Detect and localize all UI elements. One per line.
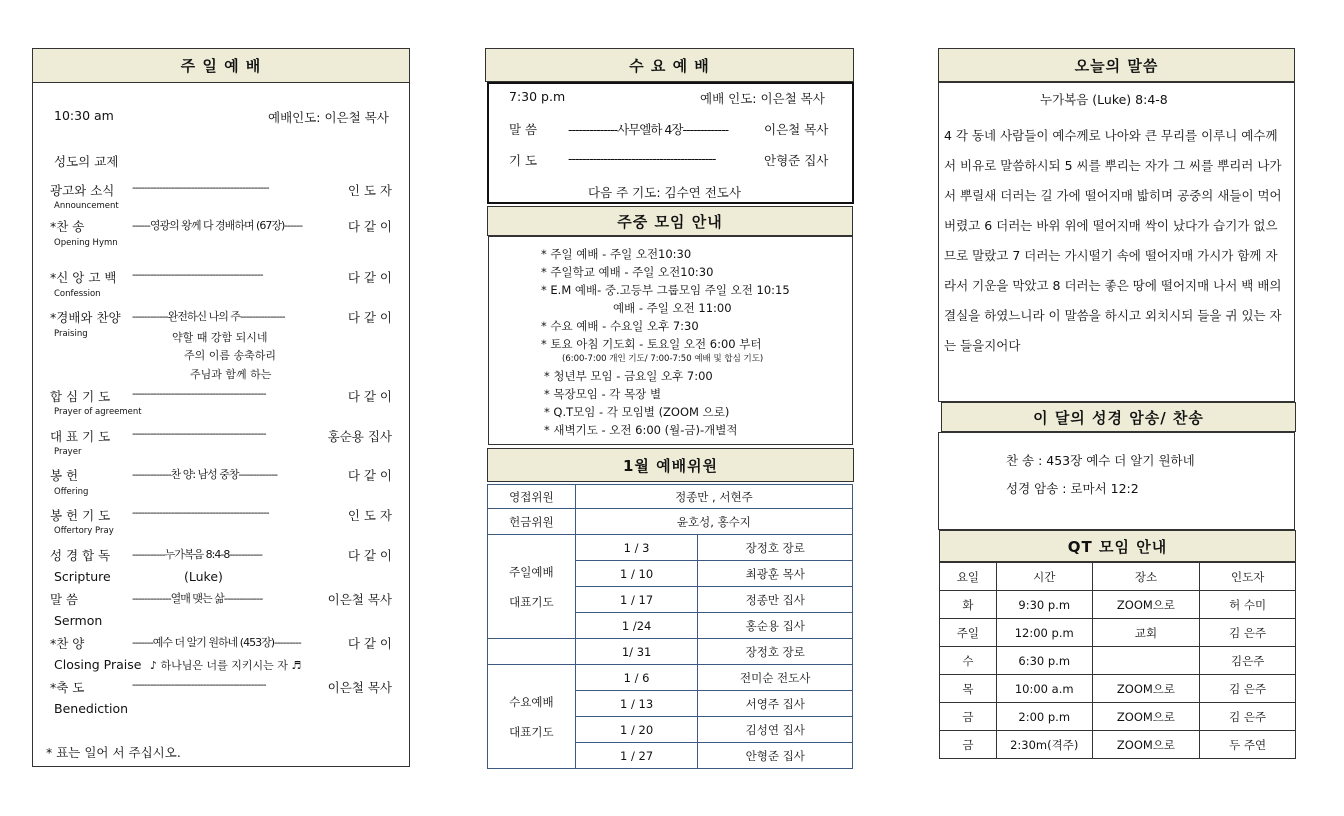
monthly-verse: 성경 암송 : 로마서 12:2	[1006, 481, 1139, 496]
reception-label: 영접위원	[488, 485, 576, 509]
worship-item-label: 광고와 소식	[50, 183, 115, 198]
qt-cell: 김 은주	[1200, 619, 1296, 647]
qt-cell: ZOOM으로	[1092, 731, 1200, 759]
worship-item-english: Sermon	[54, 613, 103, 628]
server-date: 1 / 17	[575, 587, 698, 613]
worship-item-english: Closing Praise	[54, 657, 142, 672]
todays-word-title: 오늘의 말씀	[938, 48, 1295, 82]
weekly-meeting-item: * 주일학교 예배 - 주일 오전10:30	[541, 265, 714, 279]
wednesday-time: 7:30 p.m	[509, 89, 566, 104]
worship-item-detail: ---------------------------------------------	[132, 427, 266, 440]
sunday-leader: 예배인도: 이은철 목사	[268, 110, 389, 125]
server-date: 1 / 10	[575, 561, 698, 587]
sunday-prayer-label: 주일예배 대표기도	[488, 535, 576, 639]
qt-header-cell: 인도자	[1200, 563, 1296, 591]
server-name: 전미순 전도사	[698, 665, 853, 691]
worship-item-leader: 다 같 이	[347, 548, 392, 563]
qt-cell: 금	[940, 731, 997, 759]
wednesday-service-title: 수 요 예 배	[485, 48, 854, 82]
monthly-hymn: 찬 송 : 453장 예수 더 알기 원하네	[1006, 453, 1195, 468]
qt-cell: 12:00 p.m	[996, 619, 1092, 647]
servers-title: 1월 예배위원	[487, 448, 854, 482]
qt-cell: 교회	[1092, 619, 1200, 647]
scripture-reference: 누가복음 (Luke) 8:4-8	[1040, 92, 1168, 107]
worship-item-detail: -----------누가복음 8:4-8-----------	[132, 548, 262, 561]
worship-item-label: 대 표 기 도	[50, 429, 111, 444]
wednesday-sermon-label: 말 씀	[509, 122, 538, 137]
scripture-line: 라서 기운을 막았고 8 더러는 좋은 땅에 떨어지매 나서 백 배의	[944, 278, 1282, 293]
qt-cell: ZOOM으로	[1092, 703, 1200, 731]
worship-item-english: Benediction	[54, 701, 129, 716]
weekly-meeting-item: * 토요 아침 기도회 - 토요일 오전 6:00 부터	[541, 337, 762, 351]
qt-cell: 김 은주	[1200, 675, 1296, 703]
wednesday-prayer-label: 기 도	[509, 153, 538, 168]
qt-header-cell: 시간	[996, 563, 1092, 591]
server-date: 1 / 27	[575, 743, 698, 769]
worship-item-english: Announcement	[54, 201, 119, 211]
weekly-meetings-title: 주중 모임 안내	[487, 206, 853, 236]
table-row	[940, 619, 1296, 647]
weekly-meeting-item: (6:00-7:00 개인 기도/ 7:00-7:50 예배 및 합심 기도)	[562, 354, 764, 364]
server-name: 장정호 장로	[698, 535, 853, 561]
qt-cell: 목	[940, 675, 997, 703]
worship-item-leader: 다 같 이	[347, 219, 392, 234]
qt-header-row	[940, 563, 1296, 591]
qt-header-cell: 요일	[940, 563, 997, 591]
sunday-service-title: 주 일 예 배	[32, 48, 410, 83]
qt-cell	[1092, 647, 1200, 675]
worship-item-leader: 이은철 목사	[327, 680, 392, 695]
worship-item-label: *신 앙 고 백	[50, 270, 117, 285]
blank-cell	[488, 639, 576, 665]
scripture-ref: (Luke)	[184, 569, 223, 584]
qt-cell: 두 주연	[1200, 731, 1296, 759]
worship-item-detail: ------------완전하신 나의 주---------------	[132, 310, 285, 323]
worship-item-label: 성 경 합 독	[50, 548, 111, 563]
worship-item-english: Scripture	[54, 569, 111, 584]
server-name: 홍순용 집사	[698, 613, 853, 639]
worship-item-label: 봉 헌 기 도	[50, 508, 111, 523]
sunday-time: 10:30 am	[54, 108, 114, 123]
weekly-meeting-item: 예배 - 주일 오전 11:00	[613, 301, 732, 315]
fellowship-heading: 성도의 교제	[54, 154, 119, 169]
closing-lyric: ♪ 하나님은 너를 지키시는 자 ♬	[150, 659, 302, 672]
worship-item-leader: 인 도 자	[347, 183, 392, 198]
server-name: 김성연 집사	[698, 717, 853, 743]
weekly-meeting-item: * 주일 예배 - 주일 오전10:30	[541, 247, 692, 261]
qt-table	[939, 562, 1296, 759]
worship-item-detail: -------------찬 양: 남성 중창-------------	[132, 468, 278, 481]
table-row	[940, 647, 1296, 675]
worship-item-leader: 다 같 이	[347, 389, 392, 404]
qt-cell: 2:30m(격주)	[996, 731, 1092, 759]
server-date: 1 / 20	[575, 717, 698, 743]
worship-item-leader: 인 도 자	[347, 508, 392, 523]
worship-item-label: *축 도	[50, 680, 85, 695]
offering-names: 윤호성, 홍수지	[575, 509, 852, 535]
wednesday-prayer-line: ------------------------------------------	[568, 151, 716, 166]
wednesday-prayer-label: 수요예배 대표기도	[488, 665, 576, 769]
worship-item-detail: ------영광의 왕께 다 경배하며 (67장)------	[132, 219, 303, 232]
worship-item-detail: ----------------------------------------------	[132, 181, 269, 194]
worship-item-english: Offering	[54, 487, 89, 497]
worship-item-detail: ---------------------------------------------	[132, 387, 266, 400]
server-name: 서영주 집사	[698, 691, 853, 717]
worship-item-detail: -------------열매 맺는 삶-------------	[132, 592, 263, 605]
server-date: 1 / 3	[575, 535, 698, 561]
worship-item-label: 합 심 기 도	[50, 389, 111, 404]
worship-item-english: Offertory Pray	[54, 526, 114, 536]
qt-cell: 2:00 p.m	[996, 703, 1092, 731]
qt-cell: 10:00 a.m	[996, 675, 1092, 703]
wednesday-prayer-person: 안형준 집사	[764, 153, 829, 168]
server-name: 최광훈 목사	[698, 561, 853, 587]
praise-line-3: 주님과 함께 하는	[190, 368, 272, 381]
offering-label: 헌금위원	[488, 509, 576, 535]
qt-header-cell: 장소	[1092, 563, 1200, 591]
weekly-meeting-item: * 청년부 모임 - 금요일 오후 7:00	[544, 369, 713, 383]
scripture-line: 결실을 하였느니라 이 말씀을 하시고 외치시되 들을 귀 있는 자	[944, 308, 1282, 323]
server-name: 장정호 장로	[698, 639, 853, 665]
server-date: 1 / 13	[575, 691, 698, 717]
server-name: 정종만 집사	[698, 587, 853, 613]
scripture-line: 는 들을지어다	[944, 338, 1021, 353]
weekly-meeting-item: * 수요 예배 - 수요일 오후 7:30	[541, 319, 699, 333]
praise-line-2: 주의 이름 송축하리	[184, 349, 277, 362]
worship-item-leader: 다 같 이	[347, 468, 392, 483]
scripture-line: 므로 말랐고 7 더러는 가시떨기 속에 떨어지매 가시가 함께 자	[944, 248, 1278, 263]
worship-item-detail: ---------------------------------------------	[132, 678, 266, 691]
server-name: 안형준 집사	[698, 743, 853, 769]
server-date: 1 /24	[575, 613, 698, 639]
worship-item-detail: --------------------------------------------	[132, 268, 263, 281]
worship-item-label: 말 씀	[50, 592, 79, 607]
qt-cell: 금	[940, 703, 997, 731]
worship-item-label: 봉 헌	[50, 468, 79, 483]
worship-item-leader: 다 같 이	[347, 636, 392, 651]
scripture-line: 서 비유로 말씀하시되 5 씨를 뿌리는 자가 그 씨를 뿌리러 나가	[944, 158, 1282, 173]
worship-item-leader: 다 같 이	[347, 310, 392, 325]
worship-item-english: Prayer of agreement	[54, 407, 142, 417]
worship-item-english: Praising	[54, 329, 88, 339]
worship-item-leader: 홍순용 집사	[327, 429, 392, 444]
table-row	[940, 675, 1296, 703]
reception-names: 정종만 , 서현주	[575, 485, 852, 509]
qt-cell: 김 은주	[1200, 703, 1296, 731]
qt-cell: 주일	[940, 619, 997, 647]
qt-cell: 9:30 p.m	[996, 591, 1092, 619]
qt-cell: 수	[940, 647, 997, 675]
scripture-line: 서 뿌릴새 더러는 길 가에 떨어지매 밟히며 공중의 새들이 먹어	[944, 188, 1282, 203]
worship-item-label: *경배와 찬양	[50, 310, 121, 325]
worship-item-label: *찬 송	[50, 219, 85, 234]
wednesday-next-prayer: 다음 주 기도: 김수연 전도사	[588, 185, 741, 200]
weekly-meeting-item: * E.M 예배- 중.고등부 그룹모임 주일 오전 10:15	[541, 283, 790, 297]
table-row	[940, 731, 1296, 759]
standing-note: * 표는 일어 서 주십시오.	[46, 745, 181, 760]
worship-item-label: *찬 양	[50, 636, 85, 651]
scripture-line: 버렸고 6 더러는 바위 위에 떨어지매 싹이 났다가 습기가 없으	[944, 218, 1278, 233]
qt-title: QT 모임 안내	[939, 530, 1296, 562]
scripture-line: 4 각 동네 사람들이 예수께로 나아와 큰 무리를 이루니 예수께	[944, 128, 1278, 143]
wednesday-leader: 예배 인도: 이은철 목사	[700, 91, 825, 106]
table-row	[940, 703, 1296, 731]
worship-item-detail: -------예수 더 알기 원하네 (453장)---------	[132, 636, 301, 649]
worship-item-leader: 다 같 이	[347, 270, 392, 285]
worship-item-english: Prayer	[54, 447, 82, 457]
worship-item-english: Opening Hymn	[54, 238, 118, 248]
server-date: 1/ 31	[575, 639, 698, 665]
praise-line-1: 약할 때 강함 되시네	[172, 331, 268, 344]
qt-cell: 허 수미	[1200, 591, 1296, 619]
qt-cell: 화	[940, 591, 997, 619]
worship-item-detail: ----------------------------------------------	[132, 506, 269, 519]
qt-cell: ZOOM으로	[1092, 591, 1200, 619]
weekly-meeting-item: * 새벽기도 - 오전 6:00 (월-금)-개별적	[544, 423, 738, 437]
servers-table	[487, 484, 853, 769]
weekly-meeting-item: * Q.T모임 - 각 모임별 (ZOOM 으로)	[544, 405, 730, 419]
wednesday-sermon-line: --------------사무엘하 4장-------------	[568, 122, 729, 137]
worship-item-english: Confession	[54, 289, 101, 299]
server-date: 1 / 6	[575, 665, 698, 691]
worship-item-leader: 이은철 목사	[327, 592, 392, 607]
qt-cell: ZOOM으로	[1092, 675, 1200, 703]
memory-title: 이 달의 성경 암송/ 찬송	[941, 402, 1296, 432]
qt-cell: 김은주	[1200, 647, 1296, 675]
table-row	[940, 591, 1296, 619]
wednesday-sermon-preacher: 이은철 목사	[764, 122, 829, 137]
qt-cell: 6:30 p.m	[996, 647, 1092, 675]
weekly-meeting-item: * 목장모임 - 각 목장 별	[544, 387, 662, 401]
